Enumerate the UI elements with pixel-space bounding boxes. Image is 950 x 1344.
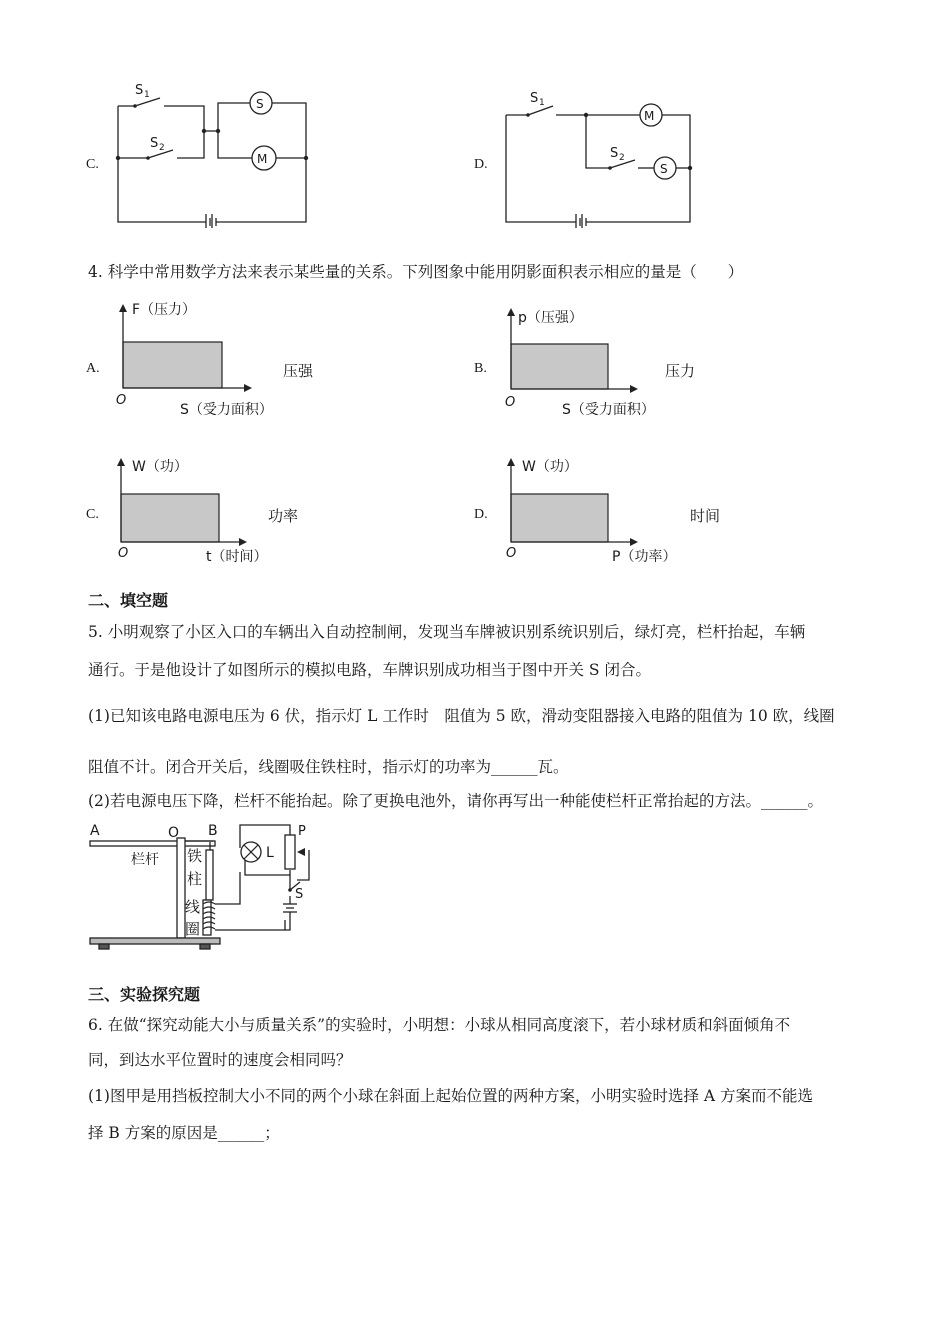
option-d-label: D. [474, 157, 488, 172]
svg-text:2: 2 [159, 143, 165, 153]
option-c2-label: C. [86, 507, 99, 522]
motor-m-text: M [257, 152, 268, 166]
slider-p-label: P [298, 824, 306, 839]
option-a-label: A. [86, 361, 100, 376]
svg-text:1: 1 [539, 98, 545, 108]
origin-label: O [505, 395, 516, 410]
q5-line-4: 阻值不计。闭合开关后，线圈吸住铁柱时，指示灯的功率为______瓦。 [88, 758, 569, 776]
shaded-area [511, 344, 608, 389]
option-d2-label: D. [474, 507, 488, 522]
x-axis-label: S（受力面积） [180, 402, 273, 418]
q5-line-3: (1)已知该电路电源电压为 6 伏，指示灯 L 工作时 阻值为 5 欧，滑动变阻器接入电路的阻值为 10 欧，线圈 [88, 707, 835, 725]
rheostat-icon [285, 835, 295, 869]
q5-line-1: 5. 小明观察了小区入口的车辆出入自动控制闸，发现当车牌被识别系统识别后，绿灯亮，栏杆抬起，车辆 [88, 623, 806, 641]
graph-a [108, 292, 288, 422]
shaded-area [123, 342, 222, 388]
graph-d [496, 447, 696, 572]
section-2-title: 二、填空题 [88, 591, 169, 610]
meter-s-text: S [256, 97, 264, 111]
option-b-quantity: 压力 [665, 362, 696, 380]
x-axis-label: t（时间） [206, 549, 268, 565]
switch-s2-label: S [610, 146, 619, 161]
q5-line-5: (2)若电源电压下降，栏杆不能抬起。除了更换电池外，请你再写出一种能使栏杆正常抬起的方法。______。 [88, 792, 823, 810]
graph-b [496, 292, 676, 422]
iron-rod-label-2: 柱 [187, 870, 203, 888]
x-axis-label: S（受力面积） [562, 402, 655, 418]
q6-line-2: 同，到达水平位置时的速度会相同吗？ [88, 1051, 352, 1069]
circuit-d-diagram [498, 78, 708, 228]
switch-s1-label: S [135, 83, 144, 98]
q5-line-2: 通行。于是他设计了如图所示的模拟电路，车牌识别成功相当于图中开关 S 闭合。 [88, 661, 651, 679]
switch-s-label: S [295, 887, 304, 902]
graph-c [108, 447, 288, 572]
iron-rod-label-1: 铁 [187, 847, 203, 865]
origin-label: O [118, 546, 129, 561]
option-c-label: C. [86, 157, 99, 172]
svg-text:1: 1 [144, 90, 150, 100]
switch-s2-label: S [150, 136, 159, 151]
circuit-c-diagram [110, 78, 320, 228]
motor-m-text: M [644, 109, 655, 123]
shaded-area [121, 494, 219, 542]
origin-label: O [116, 393, 127, 408]
y-axis-label: W（功） [522, 459, 578, 475]
y-axis-label: F（压力） [132, 302, 197, 318]
lamp-label: L [266, 845, 274, 861]
y-axis-label: W（功） [132, 459, 188, 475]
svg-text:2: 2 [619, 153, 625, 163]
meter-s-text: S [660, 162, 668, 176]
railing-label: 栏杆 [131, 852, 159, 868]
switch-s1-label: S [530, 91, 539, 106]
x-axis-label: P（功率） [612, 549, 677, 565]
point-a-label: A [90, 823, 100, 839]
q6-line-3: (1)图甲是用挡板控制大小不同的两个小球在斜面上起始位置的两种方案，小明实验时选择 A 方案而不能选 [88, 1087, 814, 1105]
option-b-label: B. [474, 361, 487, 376]
option-a-quantity: 压强 [283, 362, 314, 380]
q6-line-1: 6. 在做“探究动能大小与质量关系”的实验时，小明想：小球从相同高度滚下，若小球材质和斜面倾角不 [88, 1016, 791, 1034]
section-3-title: 三、实验探究题 [88, 985, 201, 1004]
option-d-quantity: 时间 [690, 507, 721, 525]
q4-text: 4. 科学中常用数学方法来表示某些量的关系。下列图象中能用阴影面积表示相应的量是（ ） [88, 263, 744, 281]
point-o-label: O [168, 825, 180, 841]
point-b-label: B [208, 823, 218, 839]
option-c-quantity: 功率 [268, 507, 299, 525]
shaded-area [511, 494, 608, 542]
y-axis-label: p（压强） [518, 310, 583, 326]
gate-circuit-figure [85, 820, 345, 955]
q6-line-4: 择 B 方案的原因是______； [88, 1124, 280, 1142]
coil-label-1: 线 [185, 898, 201, 916]
coil-label-2: 圈 [185, 920, 201, 938]
origin-label: O [506, 546, 517, 561]
